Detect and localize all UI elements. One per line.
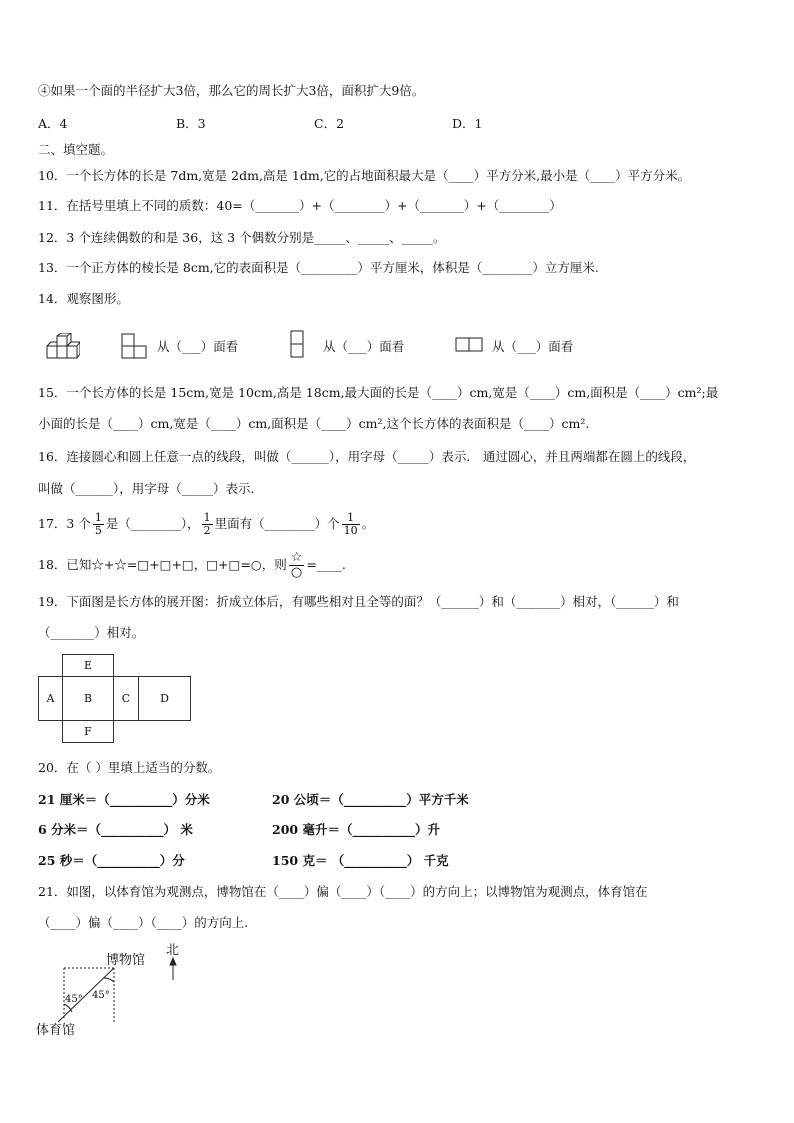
question-16-line-2: 叫做（______），用字母（_____）表示.	[38, 481, 255, 496]
view-figure-1	[121, 333, 147, 359]
q17-mid1: 是（________），	[105, 516, 200, 531]
option-c: C．2	[314, 116, 345, 131]
view-figure-3	[455, 337, 483, 352]
q17-frac2-den: 2	[203, 524, 211, 537]
option-a: A．4	[38, 116, 68, 131]
section-title: 二、填空题。	[38, 142, 114, 157]
q18-frac-den: ○	[290, 565, 303, 580]
q17-frac1-den: 5	[94, 524, 102, 537]
q18-prefix: 18．已知☆+☆=□+□+□，□+□=○，则	[38, 557, 287, 572]
north-label: 北	[166, 943, 180, 958]
net-face-c: C	[113, 676, 139, 721]
angle-label-gym: 45°	[65, 994, 83, 1005]
fraction-one-tenth	[342, 512, 360, 537]
option-d: D．1	[452, 116, 483, 131]
q17-frac1-num: 1	[94, 511, 102, 524]
question-18	[38, 550, 346, 580]
question-15-line-2: 小面的长是（____）cm,宽是（____）cm,面积是（____）cm²,这个长方体的表面积是（____）cm².	[38, 416, 590, 431]
q18-suffix: =____.	[306, 557, 346, 572]
question-11: 11．在括号里填上不同的质数：40=（_______）+（________）+（_______）+（________）	[38, 198, 562, 213]
question-21-line-2: （____）偏（____）（____）的方向上.	[38, 915, 249, 930]
q-prev-statement: ④如果一个面的半径扩大3倍，那么它的周长扩大3倍，面积扩大9倍。	[38, 83, 425, 98]
q20-row-2-left: 6 分米＝（__________） 米	[38, 822, 193, 837]
q17-suffix: 。	[361, 516, 375, 531]
museum-label: 博物馆	[106, 953, 146, 968]
q20-row-1-left: 21 厘米＝（__________）分米	[38, 792, 210, 807]
view-label-2: 从（___）面看	[323, 339, 405, 354]
question-10: 10．一个长方体的长是 7dm,宽是 2dm,高是 1dm,它的占地面积最大是（____）平方分米,最小是（____）平方分米。	[38, 168, 691, 183]
q17-frac3-den: 10	[343, 524, 358, 537]
net-face-e: E	[62, 654, 114, 677]
q20-row-1-right: 20 公顷＝（__________）平方千米	[272, 792, 469, 807]
question-20-title: 20．在（ ）里填上适当的分数。	[38, 760, 221, 775]
question-13: 13．一个正方体的棱长是 8cm,它的表面积是（_________）平方厘米，体积是（________）立方厘米.	[38, 260, 599, 275]
q17-mid2: 里面有（________）个	[214, 516, 340, 531]
question-19-line-2: （_______）相对。	[38, 625, 145, 640]
net-face-a: A	[38, 676, 63, 721]
option-b: B．3	[176, 116, 206, 131]
question-19-line-1: 19．下面图是长方体的展开图：折成立体后，有哪些相对且全等的面？（______）和（_______）相对，（______）和	[38, 594, 679, 609]
q20-row-3-left: 25 秒＝（__________）分	[38, 853, 185, 868]
q17-frac3-num: 1	[342, 512, 360, 525]
cuboid-net	[38, 654, 198, 744]
question-16-line-1: 16．连接圆心和圆上任意一点的线段，叫做（______），用字母（_____）表示． 通过圆心，并且两端都在圆上的线段，	[38, 449, 696, 464]
fraction-star-over-circle	[289, 551, 305, 580]
view-label-1: 从（___）面看	[157, 339, 239, 354]
net-face-f: F	[62, 720, 114, 743]
angle-label-museum: 45°	[92, 990, 110, 1001]
net-face-b: B	[62, 676, 114, 721]
direction-diagram	[34, 942, 194, 1042]
q18-frac-num: ☆	[290, 550, 303, 565]
net-face-d: D	[138, 676, 191, 721]
question-12: 12．3 个连续偶数的和是 36，这 3 个偶数分别是_____、_____、_____。	[38, 230, 446, 245]
q20-row-2-right: 200 毫升＝（__________）升	[272, 822, 440, 837]
question-21-line-1: 21．如图，以体育馆为观测点，博物馆在（____）偏（____）（____）的方向上；以博物馆为观测点，体育馆在	[38, 884, 648, 899]
fraction-one-fifth	[93, 512, 104, 537]
q17-prefix: 17．3 个	[38, 516, 91, 531]
question-17	[38, 509, 374, 539]
view-label-3: 从（___）面看	[492, 339, 574, 354]
q20-row-3-right: 150 克＝ （__________） 千克	[272, 853, 449, 868]
question-15-line-1: 15．一个长方体的长是 15cm,宽是 10cm,高是 18cm,最大面的长是（____）cm,宽是（____）cm,面积是（____）cm²;最	[38, 385, 719, 400]
view-figure-2	[290, 330, 304, 358]
q17-frac2-num: 1	[203, 511, 211, 524]
question-14-title: 14．观察图形。	[38, 291, 129, 306]
gym-label: 体育馆	[36, 1023, 76, 1038]
cube-stack-figure	[44, 333, 80, 361]
fraction-one-half	[202, 512, 213, 537]
